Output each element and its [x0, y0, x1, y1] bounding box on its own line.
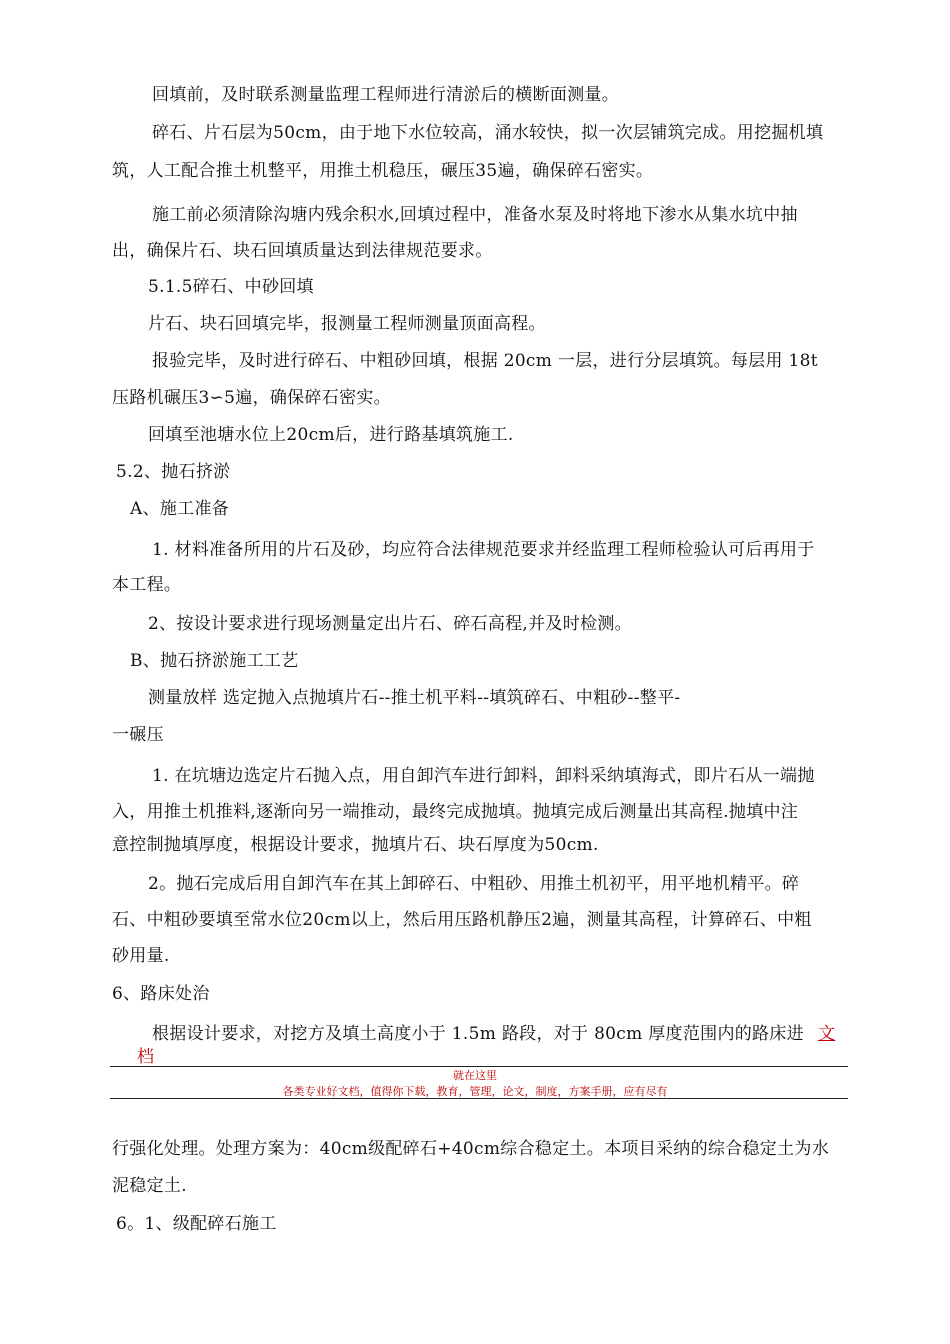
footer-caption: 就在这里	[453, 1069, 497, 1082]
paragraph-line: 入，用推土机推料,逐渐向另一端推动，最终完成抛填。抛填完成后测量出其高程.抛填中注	[112, 802, 799, 822]
paragraph-line: 回填至池塘水位上20cm后，进行路基填筑施工.	[148, 425, 514, 445]
section-heading: 5.2、抛石挤淤	[116, 462, 231, 482]
paragraph-line: 泥稳定土.	[112, 1176, 187, 1196]
paragraph-line: 筑，人工配合推土机整平，用推土机稳压，碾压35遍，确保碎石密实。	[112, 161, 654, 181]
paragraph-line: 1. 材料准备所用的片石及砂，均应符合法律规范要求并经监理工程师检验认可后再用于	[152, 540, 815, 560]
footer-link-word[interactable]: 文	[818, 1024, 836, 1044]
paragraph-line: 石、中粗砂要填至常水位20cm以上，然后用压路机静压2遍，测量其高程，计算碎石、中粗	[112, 910, 812, 930]
paragraph-line: 施工前必须清除沟塘内残余积水,回填过程中，准备水泵及时将地下渗水从集水坑中抽	[152, 205, 798, 225]
paragraph-line: 根据设计要求，对挖方及填土高度小于 1.5m 路段，对于 80cm 厚度范围内的路床进	[152, 1024, 804, 1044]
paragraph-line: 意控制抛填厚度，根据设计要求，抛填片石、块石厚度为50cm.	[112, 835, 599, 855]
paragraph-line: 砂用量.	[112, 946, 170, 966]
paragraph-line: 一碾压	[112, 725, 164, 745]
paragraph-line: 出，确保片石、块石回填质量达到法律规范要求。	[112, 241, 493, 261]
paragraph-line: 本工程。	[112, 575, 182, 595]
section-heading: 5.1.5碎石、中砂回填	[148, 277, 314, 297]
paragraph-line: 压路机碾压3∽5遍，确保碎石密实。	[112, 388, 391, 408]
footer-divider-bottom	[110, 1098, 848, 1099]
subsection-heading: B、抛石挤淤施工工艺	[130, 651, 299, 671]
paragraph-line: 测量放样 选定抛入点抛填片石--推土机平料--填筑碎石、中粗砂--整平-	[148, 688, 681, 708]
footer-ad-text[interactable]: 各类专业好文档，值得你下载，教育，管理，论文，制度，方案手册，应有尽有	[282, 1085, 668, 1098]
paragraph-line: 2。抛石完成后用自卸汽车在其上卸碎石、中粗砂、用推土机初平，用平地机精平。碎	[148, 874, 800, 894]
paragraph-line: 1. 在坑塘边选定片石抛入点，用自卸汽车进行卸料，卸料采纳填海式，即片石从一端抛	[152, 766, 815, 786]
section-heading: 6。1、级配碎石施工	[116, 1214, 277, 1234]
section-heading: 6、路床处治	[112, 984, 210, 1004]
paragraph-line: 行强化处理。处理方案为：40cm级配碎石+40cm综合稳定土。本项目采纳的综合稳定土为水	[112, 1139, 829, 1159]
paragraph-line: 报验完毕，及时进行碎石、中粗砂回填，根据 20cm 一层，进行分层填筑。每层用 18t	[152, 351, 818, 371]
paragraph-line: 2、按设计要求进行现场测量定出片石、碎石高程,并及时检测。	[148, 614, 632, 634]
paragraph-line: 回填前，及时联系测量监理工程师进行清淤后的横断面测量。	[152, 85, 620, 105]
subsection-heading: A、施工准备	[130, 499, 230, 519]
footer-divider-top	[110, 1066, 848, 1067]
paragraph-line: 碎石、片石层为50cm，由于地下水位较高，涌水较快，拟一次层铺筑完成。用挖掘机填	[152, 123, 824, 143]
footer-link-word[interactable]: 档	[137, 1047, 155, 1067]
paragraph-line: 片石、块石回填完毕，报测量工程师测量顶面高程。	[148, 314, 546, 334]
